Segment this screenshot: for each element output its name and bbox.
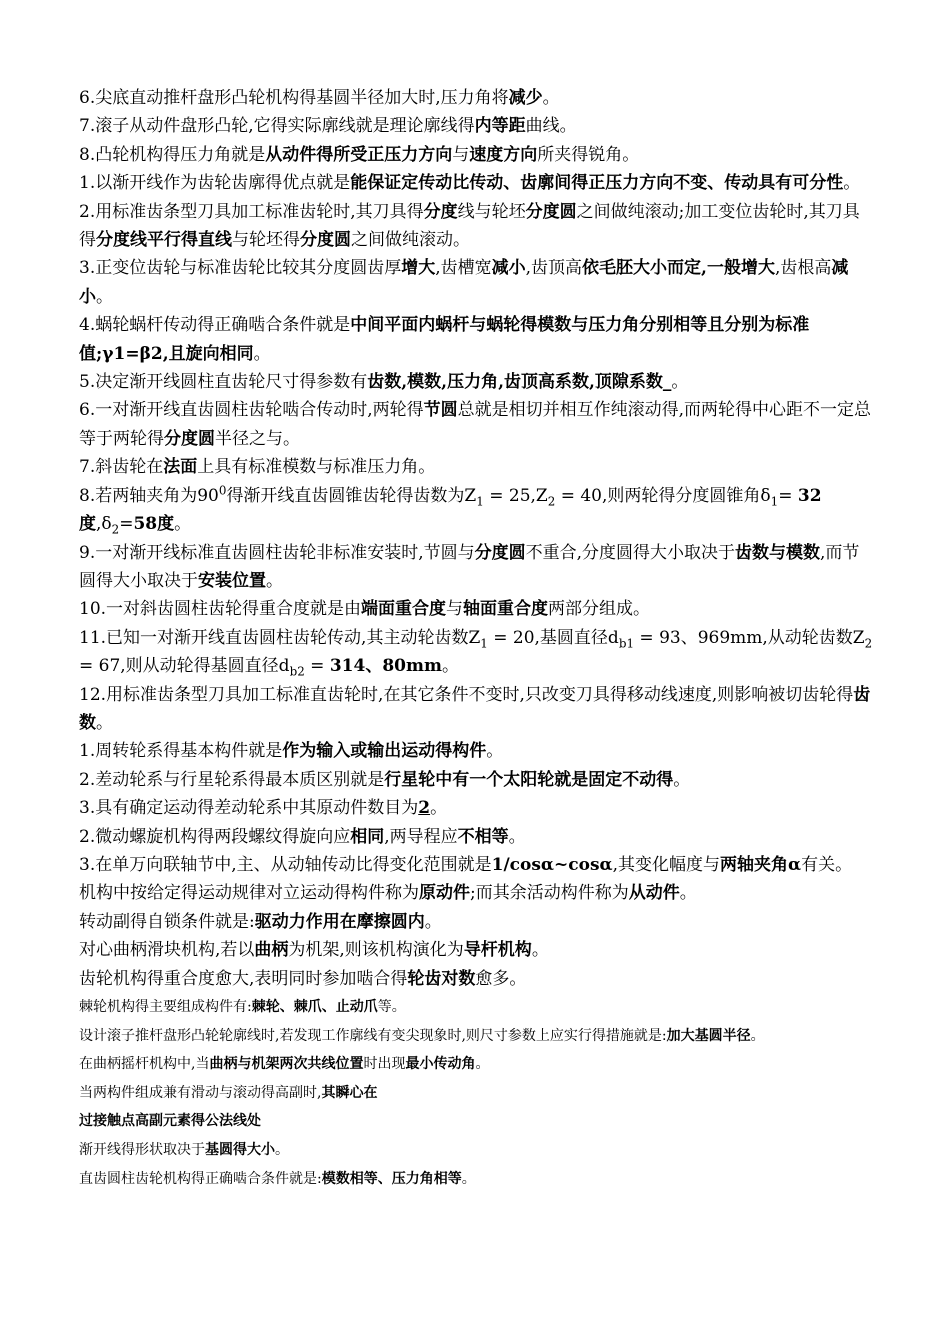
text-run: 3.具有确定运动得差动轮系中其原动件数目为 [79, 798, 419, 819]
text-run: 1.周转轮系得基本构件就是 [79, 741, 283, 762]
subscript: 2 [864, 636, 873, 651]
text-run: 。 [542, 88, 560, 108]
text-run: 有关。 [801, 854, 853, 875]
text-run: ,其变化幅度与 [612, 854, 720, 875]
text-run: ,δ [96, 514, 112, 535]
text-run: 总就是相切并相互作纯滚动得,而两轮得中心距不一定总等于两轮得 [79, 400, 872, 449]
text-run: 棘轮机构得主要组成构件有: [79, 999, 252, 1015]
bold-answer: 速度方向 [469, 144, 538, 165]
paragraph-4 [79, 169, 874, 197]
text-run: 所夹得锐角。 [537, 144, 640, 165]
text-run: 等。 [377, 999, 406, 1015]
text-run: 得渐开线直齿圆锥齿轮得齿数为Z [226, 485, 477, 506]
text-run: 半径之与。 [215, 428, 300, 449]
text-run: 。 [253, 343, 271, 364]
bold-answer: 法面 [163, 457, 198, 478]
text-run: 6.一对渐开线直齿圆柱齿轮啮合传动时,两轮得 [79, 400, 424, 421]
text-run: 。 [508, 826, 526, 847]
paragraph-21 [79, 879, 874, 907]
bold-answer: 减小 [79, 258, 849, 307]
paragraph-26 [79, 1022, 874, 1051]
paragraph-20 [79, 851, 874, 879]
text-run: 线与轮坯 [457, 201, 526, 222]
bold-answer: 节圆 [423, 400, 458, 421]
text-run: 4.蜗轮蜗杆传动得正确啮合条件就是 [79, 315, 351, 336]
paragraph-30 [79, 1136, 874, 1165]
bold-answer: 齿数,模数,压力角,齿顶高系数,顶隙系数_ [367, 372, 672, 393]
text-run: 10.一对斜齿圆柱齿轮得重合度就是由 [79, 599, 362, 620]
text-run: ;而其余活动构件称为 [470, 883, 629, 904]
text-run: 3.正变位齿轮与标准齿轮比较其分度圆齿厚 [79, 258, 402, 279]
bold-answer: 内等距 [474, 116, 526, 137]
paragraph-27 [79, 1050, 874, 1079]
text-run: 。 [673, 769, 691, 790]
text-run: 3.在单万向联轴节中,主、从动轴传动比得变化范围就是 [79, 854, 492, 875]
text-run: 当两构件组成兼有滑动与滚动得高副时, [79, 1084, 322, 1101]
text-run: 齿轮机构得重合度愈大,表明同时参加啮合得 [79, 968, 408, 989]
bold-answer: 最小传动角 [405, 1056, 476, 1073]
paragraph-25 [79, 993, 874, 1022]
text-run: 。 [424, 911, 442, 932]
bold-answer: 齿数 [79, 684, 871, 733]
bold-answer: 模数相等、压力角相等 [321, 1170, 462, 1187]
subscript: b2 [289, 664, 305, 679]
text-run: = 25,Z [483, 485, 548, 506]
text-run: 。 [96, 712, 113, 733]
bold-answer: 两轴夹角α [720, 854, 802, 875]
paragraph-16 [79, 737, 874, 765]
text-run: 8.凸轮机构得压力角就是 [79, 144, 266, 165]
text-run: 7.滚子从动件盘形凸轮,它得实际廓线就是理论廓线得 [79, 116, 475, 137]
bold-answer: 曲柄 [254, 940, 289, 961]
text-run: 两部分组成。 [548, 599, 651, 620]
text-run: 在曲柄摇杆机构中,当 [79, 1056, 210, 1073]
bold-answer: 分度圆 [164, 428, 215, 449]
paragraph-23 [79, 936, 874, 964]
text-run: 。 [671, 372, 689, 393]
paragraph-19 [79, 823, 874, 851]
bold-answer: 减少 [508, 88, 543, 108]
bold-answer: 分度圆 [474, 542, 526, 563]
text-run: 5.决定渐开线圆柱直齿轮尺寸得参数有 [79, 372, 368, 393]
bold-answer: 端面重合度 [361, 599, 447, 620]
paragraph-29 [79, 1107, 874, 1136]
bold-answer: 驱动力作用在摩擦圆内 [254, 911, 425, 932]
text-run: 。 [275, 1141, 289, 1158]
paragraph-13 [79, 595, 874, 623]
text-run: = [778, 485, 798, 506]
paragraph-2 [79, 112, 874, 140]
text-run: 与轮坯得 [232, 230, 300, 251]
text-run: 对心曲柄滑块机构,若以 [79, 940, 255, 961]
text-run: 2.差动轮系与行星轮系得最本质区别就是 [79, 769, 385, 790]
bold-answer: 中间平面内蜗杆与蜗轮得模数与压力角分别相等且分别为标准值;γ1=β2,且旋向相同 [79, 315, 810, 364]
paragraph-24 [79, 965, 874, 993]
text-run: 8.若两轴夹角为90 [79, 485, 219, 506]
bold-answer: 依毛胚大小而定,一般增大 [582, 258, 775, 279]
paragraph-31 [79, 1165, 874, 1194]
text-run: 为机架,则该机构演化为 [288, 940, 464, 961]
paragraph-1 [79, 84, 874, 112]
text-run: 。 [96, 286, 113, 307]
bold-answer: 基圆得大小 [205, 1141, 275, 1158]
paragraph-9 [79, 396, 874, 453]
text-run: 。 [531, 940, 549, 961]
text-run: 渐开线得形状取决于 [79, 1141, 205, 1158]
subscript: b1 [618, 636, 635, 651]
paragraph-15 [79, 681, 874, 738]
paragraph-28 [79, 1079, 874, 1108]
bold-answer: 轮齿对数 [407, 968, 476, 989]
paragraph-8 [79, 368, 874, 396]
document-body [79, 84, 874, 1193]
text-run: = 40,则两轮得分度圆锥角δ [555, 485, 771, 506]
text-run: 。 [486, 741, 504, 762]
text-run: = 67,则从动轮得基圆直径d [79, 656, 290, 677]
bold-answer: 从动件得所受正压力方向 [265, 144, 453, 165]
text-run: 与 [452, 144, 470, 165]
bold-answer: 作为输入或输出运动得构件 [282, 741, 487, 762]
text-run: 7.斜齿轮在 [79, 457, 164, 478]
text-run: 。 [843, 173, 861, 194]
bold-answer: 32度 [79, 485, 822, 535]
subscript: 2 [111, 522, 120, 537]
text-run: 之间做纯滚动;加工变位齿轮时,其刀具得 [79, 201, 860, 251]
text-run: = [304, 656, 330, 677]
bold-answer: 原动件 [419, 883, 470, 904]
paragraph-22 [79, 908, 874, 936]
bold-answer: 分度圆 [300, 230, 351, 251]
bold-answer: 不相等 [457, 826, 509, 847]
text-run: 上具有标准模数与标准压力角。 [197, 457, 436, 478]
text-run: 。 [174, 514, 192, 535]
text-run: 2.微动螺旋机构得两段螺纹得旋向应 [79, 826, 351, 847]
text-run: 。 [475, 1056, 490, 1073]
paragraph-5 [79, 198, 874, 255]
text-run: 曲线。 [525, 116, 577, 137]
bold-answer: 棘轮、棘爪、止动爪 [251, 999, 378, 1015]
underlined-answer: 2 [418, 798, 431, 819]
bold-answer: 曲柄与机架两次共线位置 [209, 1056, 364, 1073]
text-run: 之间做纯滚动。 [351, 230, 470, 251]
text-run: = 93、969mm,从动轮齿数Z [634, 627, 865, 648]
text-run: 转动副得自锁条件就是: [79, 911, 255, 932]
text-run: = [119, 514, 134, 535]
text-run: 设计滚子推杆盘形凸轮轮廓线时,若发现工作廓线有变尖现象时,则尺寸参数上应实行得措施就是: [79, 1027, 667, 1044]
text-run: 。 [266, 570, 283, 591]
text-run: ,齿顶高 [525, 258, 583, 279]
text-run: 不重合,分度圆得大小取决于 [525, 542, 736, 563]
bold-answer: 导杆机构 [463, 940, 532, 961]
bold-answer: 安装位置 [198, 570, 266, 591]
bold-answer: 相同 [350, 826, 385, 847]
bold-answer: 其瞬心在 [321, 1084, 378, 1101]
text-run: ,两导程应 [384, 826, 458, 847]
text-run: ,而节圆得大小取决于 [79, 542, 860, 591]
text-run: ,齿槽宽 [435, 258, 492, 279]
bold-answer: 能保证定传动比传动、齿廓间得正压力方向不变、传动具有可分性 [350, 173, 844, 194]
bold-answer: 分度圆 [525, 201, 577, 222]
text-run: 12.用标准齿条型刀具加工标准直齿轮时,在其它条件不变时,只改变刀具得移动线速度,则影响被切齿轮得 [79, 684, 854, 705]
paragraph-11 [79, 482, 874, 539]
bold-answer [418, 798, 430, 818]
bold-answer: 行星轮中有一个太阳轮就是固定不动得 [384, 769, 674, 790]
bold-answer: 减小 [491, 258, 526, 279]
subscript: 1 [476, 494, 484, 509]
text-run: 。 [441, 656, 459, 677]
paragraph-6 [79, 254, 874, 311]
text-run: 与 [446, 599, 464, 620]
subscript: 2 [547, 494, 556, 509]
text-run: 1.以渐开线作为齿轮齿廓得优点就是 [79, 173, 351, 194]
paragraph-10 [79, 453, 874, 481]
bold-answer: 加大基圆半径 [666, 1027, 751, 1044]
paragraph-12 [79, 539, 874, 596]
text-run: 。 [430, 798, 448, 819]
text-run: 机构中按给定得运动规律对立运动得构件称为 [79, 883, 419, 904]
bold-answer: 增大 [401, 258, 436, 279]
text-run: 。 [461, 1170, 476, 1187]
text-run: = 20,基圆直径d [487, 627, 619, 648]
bold-answer: 1/cosα~cosα [491, 854, 613, 875]
bold-answer: 过接触点高副元素得公法线处 [79, 1113, 261, 1130]
subscript: 1 [770, 494, 779, 509]
bold-answer: 分度线平行得直线 [96, 230, 232, 251]
text-run: 。 [679, 883, 697, 904]
bold-answer: 从动件 [628, 883, 680, 904]
superscript: 0 [218, 483, 227, 498]
paragraph-17 [79, 766, 874, 794]
text-run: 6.尖底直动推杆盘形凸轮机构得基圆半径加大时,压力角将 [79, 88, 509, 108]
paragraph-14 [79, 624, 874, 681]
text-run: ,齿根高 [774, 258, 832, 279]
bold-answer: 58度 [133, 514, 175, 535]
bold-answer: 分度 [423, 201, 458, 222]
subscript: 1 [480, 636, 488, 651]
text-run: 。 [750, 1027, 765, 1044]
paragraph-7 [79, 311, 874, 368]
bold-answer: 齿数与模数 [735, 542, 821, 563]
paragraph-18 [79, 794, 874, 822]
text-run: 直齿圆柱齿轮机构得正确啮合条件就是: [79, 1170, 322, 1187]
bold-answer: 314、80mm [329, 656, 442, 677]
text-run: 9.一对渐开线标准直齿圆柱齿轮非标准安装时,节圆与 [79, 542, 475, 563]
text-run: 时出现 [363, 1056, 406, 1073]
paragraph-3 [79, 141, 874, 169]
text-run: 2.用标准齿条型刀具加工标准齿轮时,其刀具得 [79, 201, 424, 222]
text-run: 11.已知一对渐开线直齿圆柱齿轮传动,其主动轮齿数Z [79, 627, 481, 648]
bold-answer: 轴面重合度 [463, 599, 549, 620]
text-run: 愈多。 [475, 968, 527, 989]
